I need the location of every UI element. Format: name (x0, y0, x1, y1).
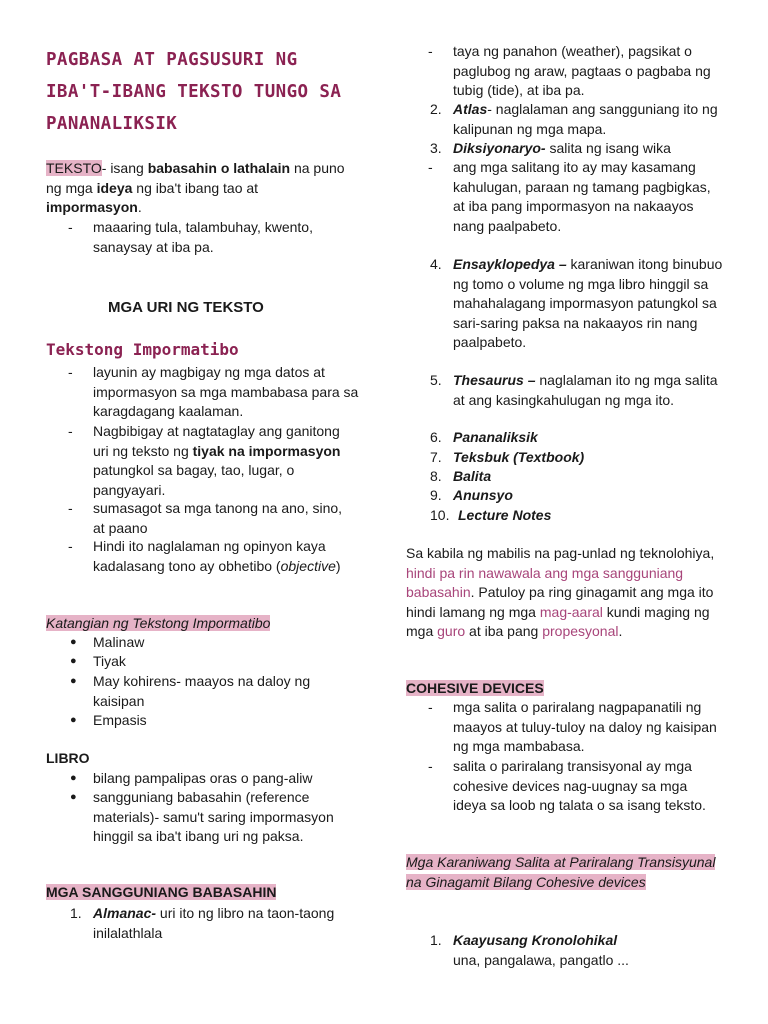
teksto-term: TEKSTO (46, 160, 102, 176)
dash-marker: - (68, 219, 73, 235)
libro-heading: LIBRO (46, 750, 90, 766)
body-paragraph: Sa kabila ng mabilis na pag-unlad ng teknolohiya, hindi pa rin nawawala ang mga sangguniang babasahin. Patuloy pa ring ginagamit ang mga ito hindi lamang ng mga mag-aaral kundi maging ng mga guro at iba pang propesyonal. (406, 545, 715, 639)
teksto-definition: TEKSTO- isang babasahin o lathalain na puno ng mga ideya ng iba't ibang tao at impormasyon. (46, 160, 345, 215)
karaniwang-heading: Mga Karaniwang Salita at Pariralang Transisyunal na Ginagamit Bilang Cohesive devices (406, 854, 716, 890)
cohesive-heading: COHESIVE DEVICES (406, 680, 544, 696)
section-heading-uri: MGA URI NG TEKSTO (108, 299, 264, 316)
katangian-heading: Katangian ng Tekstong Impormatibo (46, 615, 271, 631)
sanggunian-heading: MGA SANGGUNIANG BABASAHIN (46, 884, 277, 900)
section-heading-impormatibo: Tekstong Impormatibo (46, 340, 239, 359)
bullet-marker: ● (70, 636, 77, 648)
document-title: PAGBASA AT PAGSUSURI NG IBA'T-IBANG TEKSTO TUNGO SA PANANALIKSIK (46, 50, 342, 134)
